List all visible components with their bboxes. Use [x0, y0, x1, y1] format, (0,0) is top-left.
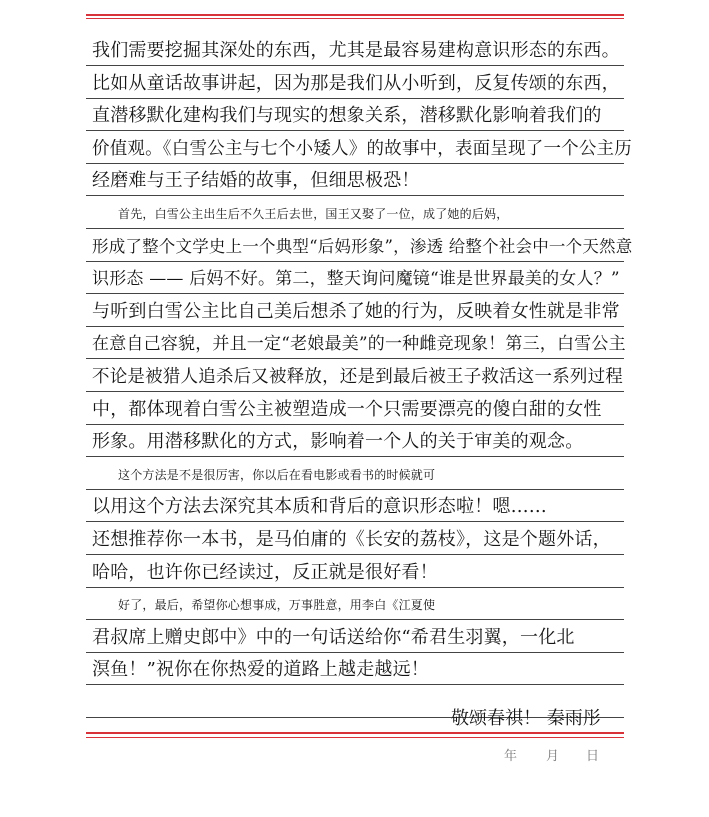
ruled-line	[86, 293, 624, 294]
letter-line: 中，都体现着白雪公主被塑造成一个只需要漂亮的傻白甜的女性	[92, 399, 602, 420]
letter-line: 以用这个方法去深究其本质和背后的意识形态啦！嗯……	[92, 496, 547, 517]
letter-line: 我们需要挖掘其深处的东西，尤其是最容易建构意识形态的东西。	[92, 40, 620, 61]
ruled-line	[86, 521, 624, 522]
letter-line: 经磨难与王子结婚的故事，但细思极恐！	[92, 170, 420, 191]
ruled-line	[86, 65, 624, 66]
letter-line: 与听到白雪公主比自己美后想杀了她的行为，反映着女性就是非常	[92, 301, 620, 322]
date-month-label: 月	[546, 749, 560, 764]
bottom-red-rule-thin	[86, 737, 624, 738]
bottom-red-rule	[86, 732, 624, 734]
top-red-rule-thin	[86, 18, 624, 19]
ruled-line	[86, 228, 624, 229]
letter-line: 直潜移默化建构我们与现实的想象关系，潜移默化影响着我们的	[92, 105, 602, 126]
letter-line: 这个方法是不是很厉害，你以后在看电影或看书的时候就可	[118, 468, 436, 482]
ruled-line	[86, 195, 624, 196]
ruled-line	[86, 424, 624, 425]
ruled-line	[86, 261, 624, 262]
letter-line: 君叔席上赠史郎中》中的一句话送给你“希君生羽翼，一化北	[92, 627, 575, 648]
ruled-line	[86, 684, 624, 685]
letter-line: 不论是被猎人追杀后又被释放，还是到最后被王子救活这一系列过程	[92, 367, 623, 387]
ruled-line	[86, 326, 624, 327]
ruled-line	[86, 489, 624, 490]
signoff: 敬颂春祺！ 秦雨彤	[451, 708, 601, 729]
letter-line: 溟鱼！”祝你在你热爱的道路上越走越远！	[92, 659, 430, 680]
letter-line: 形象。用潜移默化的方式，影响着一个人的关于审美的观念。	[92, 431, 584, 452]
ruled-line	[86, 456, 624, 457]
ruled-line	[86, 619, 624, 620]
ruled-line	[86, 358, 624, 359]
letter-line: 比如从童话故事讲起，因为那是我们从小听到，反复传颂的东西，	[92, 73, 620, 94]
ruled-line	[86, 163, 624, 164]
date-year-label: 年	[504, 749, 518, 764]
letter-line: 哈哈，也许你已经读过，反正就是很好看！	[92, 562, 438, 583]
letter-line: 好了，最后，希望你心想事成，万事胜意，用李白《江夏使	[118, 598, 436, 612]
ruled-line	[86, 98, 624, 99]
date-day-label: 日	[586, 749, 600, 764]
letter-line: 首先，白雪公主出生后不久王后去世，国王又娶了一位，成了她的后妈，	[118, 207, 509, 221]
top-red-rule	[86, 14, 624, 16]
ruled-line	[86, 130, 624, 131]
letter-line: 价值观。《白雪公主与七个小矮人》的故事中，表面呈现了一个公主历	[92, 139, 632, 159]
letter-line: 识形态 —— 后妈不好。第二，整天询问魔镜“谁是世界最美的女人？”	[92, 269, 620, 289]
ruled-line	[86, 554, 624, 555]
letter-line: 形成了整个文学史上一个典型“后妈形象”，渗透 给整个社会中一个天然意	[92, 237, 633, 256]
ruled-line	[86, 587, 624, 588]
letter-line: 在意自己容貌，并且一定“老娘最美”的一种雌竞现象！第三，白雪公主	[92, 334, 626, 354]
letter-line: 还想推荐你一本书，是马伯庸的《长安的荔枝》，这是个题外话，	[92, 529, 611, 550]
ruled-line	[86, 391, 624, 392]
ruled-line	[86, 652, 624, 653]
